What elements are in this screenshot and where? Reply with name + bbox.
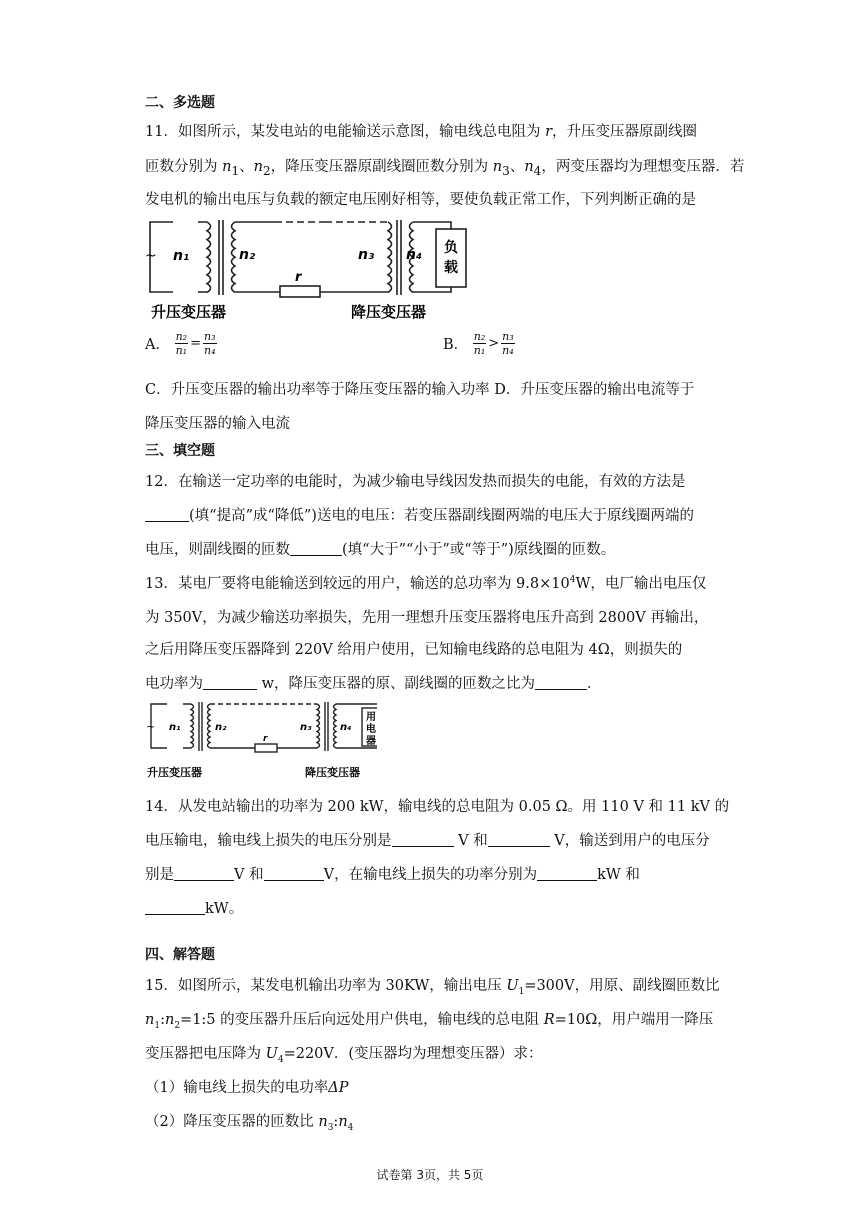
answer-blank[interactable] <box>264 866 324 881</box>
q12-line-2 <box>145 504 694 525</box>
label-r: r <box>295 270 302 285</box>
text: V，输送到用户的电压分 <box>549 833 710 849</box>
sub: 1 <box>154 1020 161 1031</box>
option-a[interactable] <box>145 330 217 357</box>
text: （1）输电线上损失的电功率 <box>145 1080 329 1096</box>
q14-line-2 <box>145 829 710 850</box>
answer-blank[interactable] <box>537 866 597 881</box>
ac-source-symbol: ~ <box>146 720 156 733</box>
var-n4: n <box>524 159 534 175</box>
text: =10Ω，用户端用一降压 <box>554 1012 714 1028</box>
text: 、 <box>509 159 525 175</box>
text: 11．如图所示，某发电站的电能输送示意图，输电线总电阻为 <box>145 124 546 140</box>
q13-line-1 <box>145 572 706 593</box>
sub: 4 <box>533 163 542 178</box>
load-label-3: 器 <box>366 736 376 747</box>
text: ，两变压器均为理想变压器．若 <box>541 159 745 175</box>
text: 、 <box>239 159 254 175</box>
sub: 2 <box>262 163 271 178</box>
text: ． <box>587 676 602 692</box>
section-heading-fill-in: 三、填空题 <box>145 443 215 459</box>
q12-line-1: 12．在输送一定功率的电能时，为减少输电导线因发热而损失的电能，有效的方法是 <box>145 474 686 490</box>
answer-blank[interactable] <box>290 541 342 556</box>
answer-blank[interactable] <box>203 675 257 690</box>
option-b[interactable] <box>443 330 515 357</box>
label-n1: n₁ <box>169 722 181 733</box>
label-r: r <box>263 734 268 744</box>
text: =300V，用原、副线圈匝数比 <box>524 978 720 994</box>
answer-blank[interactable] <box>145 900 205 915</box>
label-n4: n₄ <box>406 247 423 263</box>
text: V 和 <box>453 833 488 849</box>
var-r: r <box>545 124 552 140</box>
q12-line-3 <box>145 538 615 559</box>
text: : <box>333 1114 339 1130</box>
numerator: n₃ <box>502 330 514 343</box>
sup: 4 <box>569 575 576 586</box>
text: 电功率为 <box>145 676 203 692</box>
text: 别是 <box>145 867 174 883</box>
load-label-1: 用 <box>366 712 376 723</box>
text: (填“提高”成“降低”)送电的电压：若变压器副线圈两端的电压大于原线圈两端的 <box>189 508 694 524</box>
sub: 3 <box>327 1122 334 1133</box>
text: =1:5 的变压器升压后向远处用户供电，输电线的总电阻 <box>180 1012 544 1028</box>
sub: 4 <box>277 1054 284 1065</box>
numerator: n₂ <box>175 330 188 343</box>
operator: = <box>190 336 201 351</box>
text: =220V．(变压器均为理想变压器）求： <box>283 1046 543 1062</box>
text: 变压器把电压降为 <box>145 1046 266 1062</box>
q13-transformer-diagram <box>145 698 377 784</box>
label-n2: n₂ <box>215 722 227 733</box>
q15-line-2 <box>145 1008 713 1031</box>
load-label-2: 载 <box>444 260 458 276</box>
var-U: U <box>506 978 519 994</box>
load-label-2: 电 <box>366 724 376 735</box>
answer-blank[interactable] <box>535 675 587 690</box>
label-n3: n₃ <box>358 247 375 263</box>
sub: 1 <box>231 163 240 178</box>
text: 15．如图所示，某发电机输出功率为 30KW，输出电压 <box>145 978 507 994</box>
fraction <box>175 330 189 357</box>
q11-line-3: 发电机的输出电压与负载的额定电压刚好相等，要使负载正常工作，下列判断正确的是 <box>145 192 696 208</box>
page-footer: 试卷第 3页，共 5页 <box>376 1168 484 1182</box>
q11-line-2 <box>145 155 744 178</box>
var-R: R <box>543 1012 555 1028</box>
label-n2: n₂ <box>239 247 256 263</box>
text: ，降压变压器原副线圈匝数分别为 <box>270 159 493 175</box>
numerator: n₂ <box>473 330 486 343</box>
option-label: A． <box>145 337 170 353</box>
q15-line-1 <box>145 974 720 997</box>
text: kW 和 <box>597 867 640 883</box>
var-n4: n <box>338 1114 348 1130</box>
answer-blank[interactable] <box>392 832 454 847</box>
var-n1: n <box>222 159 232 175</box>
label-n1: n₁ <box>173 248 190 264</box>
q14-line-1: 14．从发电站输出的功率为 200 kW，输电线的总电阻为 0.05 Ω。用 110 V 和 11 kV 的 <box>145 799 730 815</box>
step-down-label: 降压变压器 <box>305 766 360 779</box>
sub: 4 <box>347 1122 354 1133</box>
section-heading-solve: 四、解答题 <box>145 947 215 963</box>
denominator: n₄ <box>204 344 216 357</box>
q11-transformer-diagram <box>143 215 478 325</box>
denominator: n₄ <box>502 344 514 357</box>
numerator: n₃ <box>204 330 216 343</box>
sub: 1 <box>518 986 525 997</box>
text: w，降压变压器的原、副线圈的匝数之比为 <box>257 676 536 692</box>
step-down-label: 降压变压器 <box>351 303 427 321</box>
text: kW。 <box>205 901 244 917</box>
fraction <box>473 330 487 357</box>
text: W，电厂输出电压仅 <box>575 576 707 592</box>
label-n3: n₃ <box>300 722 312 733</box>
text: V，在输电线上损失的功率分别为 <box>323 867 538 883</box>
text: 电压，则副线圈的匝数 <box>145 542 290 558</box>
text: 电压输电，输电线上损失的电压分别是 <box>145 833 392 849</box>
var-n2: n <box>253 159 263 175</box>
text: （2）降压变压器的匝数比 <box>145 1114 319 1130</box>
sub: 3 <box>502 163 510 178</box>
text: : <box>160 1012 165 1028</box>
denominator: n₁ <box>175 344 188 357</box>
operator: > <box>488 336 500 351</box>
answer-blank[interactable] <box>488 832 550 847</box>
text: 匝数分别为 <box>145 159 223 175</box>
q13-line-4 <box>145 672 602 693</box>
sub: 2 <box>174 1020 181 1031</box>
answer-blank[interactable] <box>174 866 234 881</box>
section-heading-multiple-choice: 二、多选题 <box>145 95 215 111</box>
q15-line-4 <box>145 1076 348 1097</box>
step-up-label: 升压变压器 <box>147 766 202 779</box>
text: (填“大于”“小于”或“等于”)原线圈的匝数。 <box>342 542 616 558</box>
var-delta-p: ΔP <box>328 1080 349 1096</box>
ac-source-symbol: ~ <box>145 248 157 264</box>
fraction <box>203 330 217 357</box>
q13-line-3: 之后用降压变压器降到 220V 给用户使用，已知输电线路的总电阻为 4Ω，则损失的 <box>145 642 683 658</box>
step-up-label: 升压变压器 <box>151 303 227 321</box>
q13-line-2: 为 350V，为减少输送功率损失，先用一理想升压变压器将电压升高到 2800V 再输出， <box>145 610 709 626</box>
answer-blank[interactable] <box>145 507 189 522</box>
var-n1: n <box>145 1012 155 1028</box>
q15-line-5 <box>145 1110 353 1133</box>
option-label: B． <box>443 337 469 353</box>
var-n3: n <box>492 159 503 175</box>
var-U: U <box>265 1046 278 1062</box>
q14-line-3 <box>145 863 640 884</box>
var-n2: n <box>164 1012 175 1028</box>
label-n4: n₄ <box>340 722 352 733</box>
text: ，升压变压器原副线圈 <box>552 124 697 140</box>
denominator: n₁ <box>473 344 486 357</box>
option-c-d[interactable]: C．升压变压器的输出功率等于降压变压器的输入功率 D．升压变压器的输出电流等于 <box>145 382 695 398</box>
text: 13．某电厂要将电能输送到较远的用户，输送的总功率为 9.8×10 <box>145 576 570 592</box>
q14-line-4 <box>145 897 243 918</box>
q11-line-1 <box>145 120 697 141</box>
option-d-cont: 降压变压器的输入电流 <box>145 416 290 432</box>
fraction <box>501 330 515 357</box>
var-n3: n <box>318 1114 328 1130</box>
load-label-1: 负 <box>444 240 458 256</box>
q15-line-3 <box>145 1042 543 1065</box>
text: V 和 <box>234 867 264 883</box>
